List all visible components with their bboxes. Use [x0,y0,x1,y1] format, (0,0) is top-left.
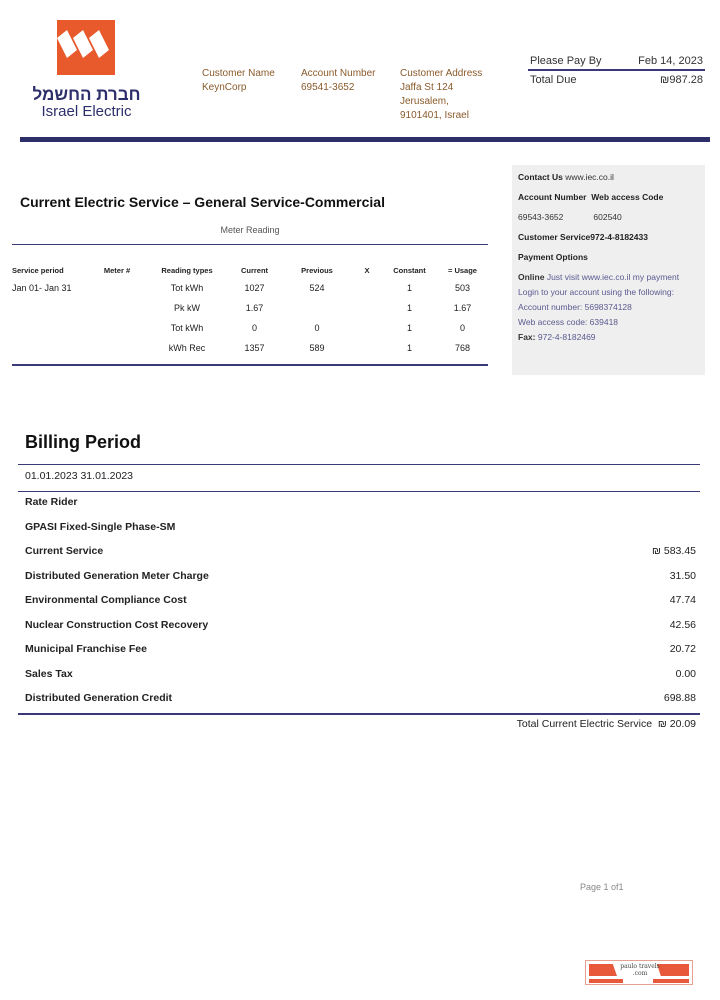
watermark-logo [585,960,693,985]
table-cell: 1 [406,303,412,313]
line-item-label: Sales Tax [25,667,73,680]
line-item-label: Environmental Compliance Cost [25,594,187,606]
contact-label: Contact Us [518,172,563,182]
logo-mark-icon [57,20,115,75]
billing-total-amount: ₪ 20.09 [657,718,696,730]
line-item-amount: 47.74 [669,594,696,606]
online-label: Online [518,272,545,282]
meter-reading-label: Meter Reading [220,225,280,235]
table-cell: 524 [309,283,325,293]
column-header: = Usage [448,265,477,275]
account-number-label: Account Number [301,68,376,79]
table-cell: 1.67 [453,303,472,313]
login-account-number: Account number: 5698374128 [518,302,632,312]
billing-period-title: Billing Period [25,432,142,452]
table-cell: 1027 [244,283,265,293]
billing-line-item [18,521,700,533]
pay-by-date: Feb 14, 2023 [638,55,703,67]
customer-service-phone: 972-4-8182433 [590,232,648,242]
column-header: Previous [301,265,333,275]
line-item-label: GPASI Fixed-Single Phase-SM [25,520,176,533]
account-number-block [301,67,375,95]
divider [18,464,700,465]
page-number: Page 1 of1 [580,882,624,892]
fax-label: Fax: [518,332,536,342]
table-row [12,298,488,318]
table-cell: 0 [459,323,465,333]
online-payment-text[interactable]: Just visit www.iec.co.il my payment [546,272,680,282]
payment-summary [530,55,703,86]
table-cell: 1 [406,323,412,333]
web-access-code: 602540 [593,212,622,222]
web-access-code-label: Web access Code [591,192,664,202]
column-header: Constant [393,265,426,275]
table-cell: 1 [406,283,412,293]
meter-reading-table [12,262,488,358]
billing-line-item [18,545,700,557]
line-item-label: Rate Rider [25,496,78,508]
table-cell: 1357 [244,343,265,353]
table-cell: kWh Rec [168,343,206,353]
table-cell: Tot kWh [170,323,204,333]
payment-options-label: Payment Options [518,252,588,262]
contact-panel [512,165,705,375]
table-header-row [12,262,488,278]
company-name-hebrew: חברת החשמל [32,85,141,104]
address-line: Jerusalem, [400,96,449,107]
line-item-amount: 698.88 [663,692,696,704]
table-row [12,338,488,358]
pay-by-label: Please Pay By [530,55,602,67]
billing-line-item [18,496,700,508]
divider [18,713,700,715]
customer-name-label: Customer Name [202,68,275,79]
line-item-amount: 20.72 [669,643,696,655]
table-cell: 0 [251,323,257,333]
billing-total [517,718,696,730]
table-row [12,318,488,338]
billing-line-item [18,570,700,582]
customer-name: KeynCorp [202,82,247,93]
billing-line-item [18,668,700,680]
billing-line-item [18,692,700,704]
company-name-english: Israel Electric [41,103,132,120]
header-divider [20,137,710,142]
column-header: Service period [12,265,64,275]
billing-line-item [18,594,700,606]
column-header: Current [240,265,269,275]
login-instructions: Login to your account using the following: [518,287,674,297]
table-row [12,278,488,298]
line-item-amount: 0.00 [675,667,696,680]
column-header: X [364,265,370,275]
line-item-label: Nuclear Construction Cost Recovery [25,618,209,631]
line-item-amount: 42.56 [669,618,696,631]
table-cell: 503 [454,283,471,293]
customer-name-block [202,67,275,95]
billing-line-item [18,643,700,655]
table-cell: 589 [309,343,325,353]
line-item-label: Distributed Generation Credit [25,692,173,704]
service-title: Current Electric Service – General Service-Commercial [20,194,385,210]
contact-account-number: 69543-3652 [518,212,564,222]
line-item-label: Current Service [25,545,104,557]
line-item-label: Municipal Franchise Fee [25,643,147,655]
fax-number: 972-4-8182469 [537,332,596,342]
divider [18,491,700,492]
column-header: Meter # [103,265,131,275]
table-cell: Tot kWh [170,283,204,293]
customer-address-block [400,67,482,123]
account-number: 69541-3652 [301,82,355,93]
billing-total-label: Total Current Electric Service [516,718,653,730]
divider [12,244,488,245]
divider [12,364,488,366]
billing-period-dates: 01.01.2023 31.01.2023 [25,470,134,482]
table-cell: Pk kW [174,303,200,313]
address-line: 9101401, Israel [400,110,469,121]
column-header: Reading types [161,265,213,275]
company-logo [57,20,115,75]
table-cell: 1.67 [245,303,264,313]
line-item-amount: 31.50 [669,569,696,582]
total-due-amount: ₪987.28 [660,74,703,86]
total-due-label: Total Due [530,74,577,86]
table-cell: 0 [314,323,320,333]
login-web-code: Web access code: 639418 [518,317,619,327]
billing-line-item [18,619,700,631]
line-item-label: Distributed Generation Meter Charge [25,569,209,582]
customer-address-label: Customer Address [400,68,483,79]
watermark-text: paulo travels .com [620,963,660,977]
table-cell: 768 [454,343,471,353]
table-cell: 1 [406,343,412,353]
address-line: Jaffa St 124 [400,82,454,93]
line-item-amount: ₪ 583.45 [652,545,696,557]
table-cell: Jan 01- Jan 31 [12,283,72,293]
account-number-label: Account Number [518,192,587,202]
contact-website-link[interactable]: www.iec.co.il [565,172,614,182]
customer-service-label: Customer Service [518,232,591,242]
